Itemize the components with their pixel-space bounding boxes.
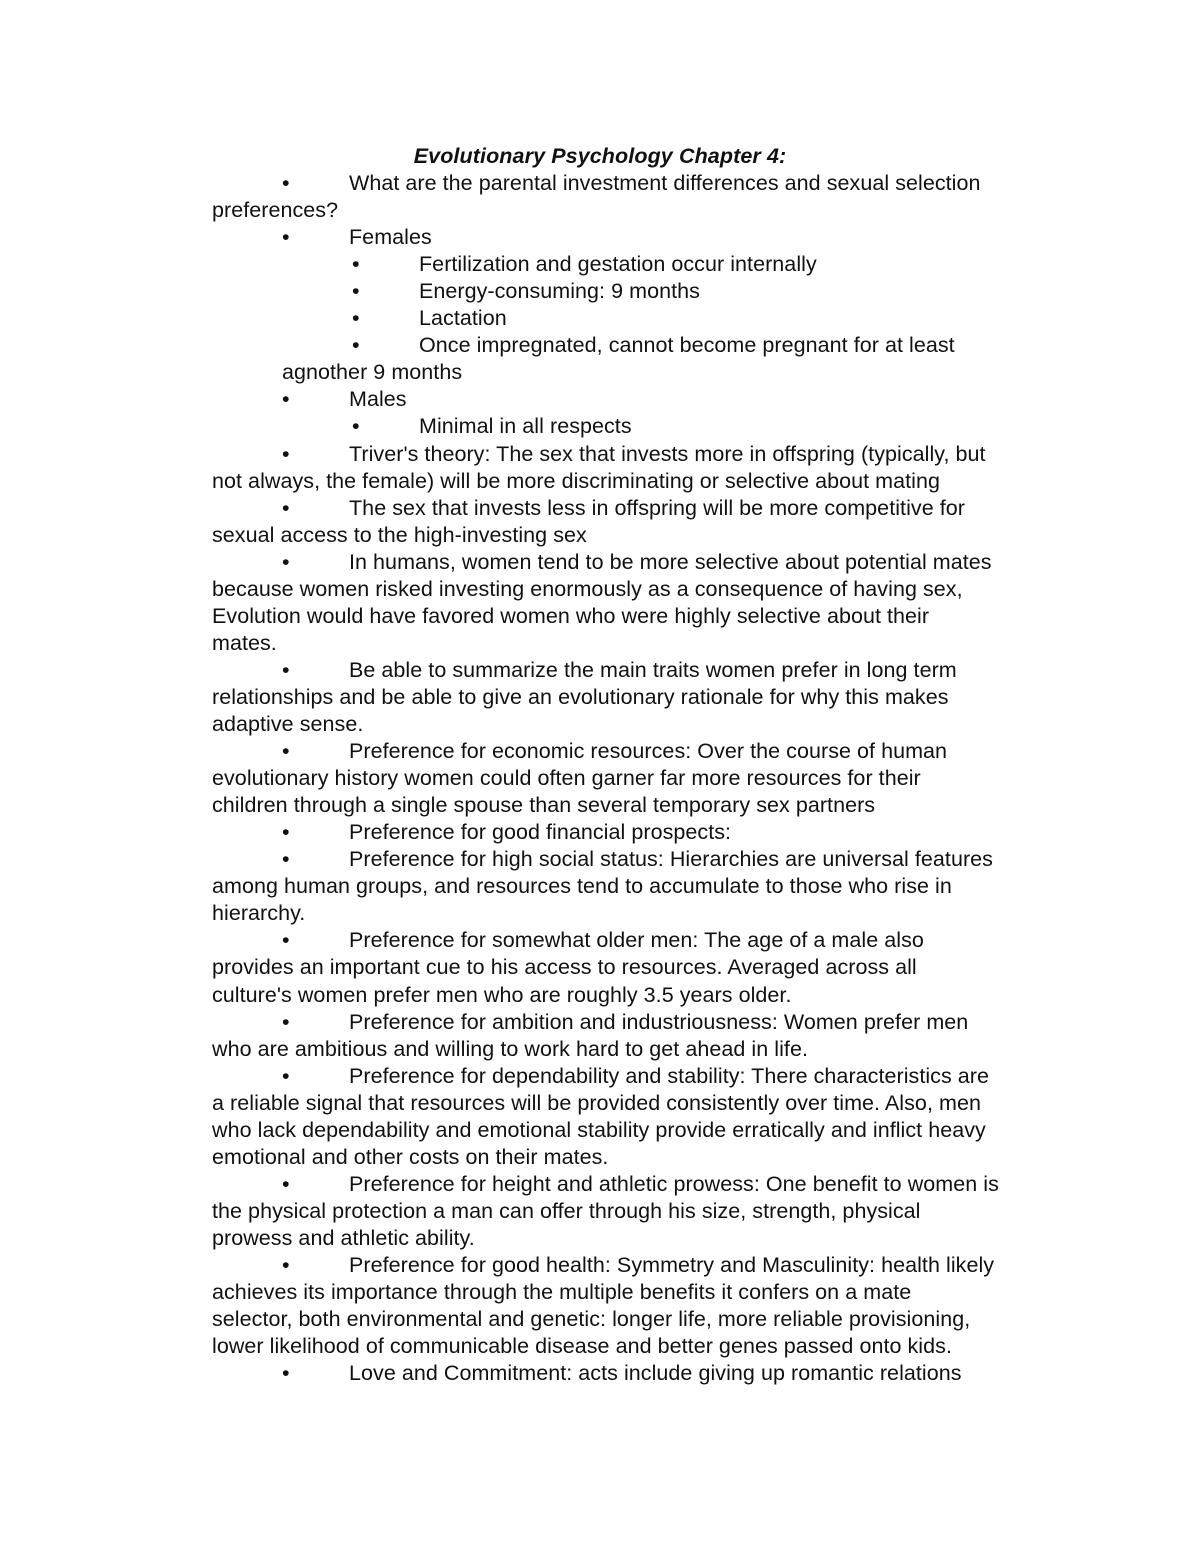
- bullet-marker: •: [282, 171, 290, 195]
- bullet-marker: •: [282, 1009, 290, 1034]
- bullet-marker: •: [352, 279, 360, 304]
- list-item-continuation: who are ambitious and willing to work hard to get ahead in life.: [212, 1036, 808, 1061]
- list-item-text: Minimal in all respects: [419, 414, 632, 439]
- list-item-text: Preference for economic resources: Over the course of human: [349, 739, 948, 764]
- document-title: Evolutionary Psychology Chapter 4:: [413, 144, 787, 168]
- list-item-text: In humans, women tend to be more selective about potential mates: [349, 549, 992, 574]
- list-item-continuation: provides an important cue to his access to resources. Averaged across all: [212, 955, 917, 980]
- list-item-continuation: agnother 9 months: [282, 360, 463, 385]
- list-item-continuation: because women risked investing enormously as a consequence of having sex,: [212, 576, 963, 601]
- list-item-text: Preference for dependability and stability: There characteristics are: [349, 1063, 990, 1088]
- list-item-text: Males: [349, 387, 407, 412]
- bullet-marker: •: [352, 306, 360, 331]
- list-item-text: Preference for height and athletic prowess: One benefit to women is: [349, 1171, 999, 1196]
- bullet-marker: •: [352, 414, 360, 439]
- list-item-continuation: evolutionary history women could often garner far more resources for their: [212, 766, 921, 791]
- list-item-continuation: mates.: [212, 630, 277, 655]
- list-item-text: Preference for high social status: Hierarchies are universal features: [349, 847, 993, 872]
- bullet-marker: •: [282, 928, 290, 953]
- list-item-continuation: culture's women prefer men who are roughly 3.5 years older.: [212, 982, 792, 1007]
- list-item-text: Be able to summarize the main traits women prefer in long term: [349, 657, 957, 682]
- bullet-marker: •: [282, 387, 290, 412]
- bullet-marker: •: [282, 441, 290, 466]
- list-item-continuation: among human groups, and resources tend to accumulate to those who rise in: [212, 874, 952, 899]
- list-item-text: Preference for good financial prospects:: [349, 820, 732, 845]
- list-item-continuation: adaptive sense.: [212, 712, 364, 736]
- list-item-continuation: Evolution would have favored women who were highly selective about their: [212, 603, 930, 628]
- list-item-text: What are the parental investment differences and sexual selection: [349, 171, 981, 195]
- bullet-marker: •: [282, 739, 290, 764]
- bullet-marker: •: [352, 252, 360, 277]
- list-item-continuation: preferences?: [212, 198, 339, 223]
- list-item-text: Preference for somewhat older men: The age of a male also: [349, 928, 924, 953]
- bullet-marker: •: [282, 847, 290, 872]
- list-item-text: The sex that invests less in offspring will be more competitive for: [349, 495, 965, 520]
- list-item-text: Females: [349, 225, 432, 250]
- bullet-marker: •: [282, 1361, 290, 1386]
- bullet-marker: •: [282, 657, 290, 682]
- list-item-continuation: who lack dependability and emotional stability provide erratically and inflict heavy: [212, 1117, 986, 1142]
- list-item-text: Triver's theory: The sex that invests more in offspring (typically, but: [349, 441, 986, 466]
- list-item-continuation: the physical protection a man can offer through his size, strength, physical: [212, 1198, 921, 1223]
- list-item-continuation: emotional and other costs on their mates.: [212, 1144, 609, 1169]
- list-item-text: Love and Commitment: acts include giving up romantic relations: [349, 1361, 962, 1386]
- bullet-marker: •: [282, 1253, 290, 1277]
- bullet-marker: •: [282, 1063, 290, 1088]
- list-item-continuation: achieves its importance through the multiple benefits it confers on a mate: [212, 1280, 912, 1305]
- list-item-continuation: relationships and be able to give an evolutionary rationale for why this makes: [212, 684, 949, 709]
- list-item-continuation: lower likelihood of communicable disease and better genes passed onto kids.: [212, 1334, 952, 1359]
- bullet-marker: •: [282, 225, 290, 250]
- bullet-marker: •: [282, 549, 290, 574]
- bullet-marker: •: [352, 333, 360, 358]
- bullet-marker: •: [282, 820, 290, 845]
- bullet-marker: •: [282, 495, 290, 520]
- list-item-text: Preference for good health: Symmetry and Masculinity: health likely: [349, 1253, 995, 1277]
- list-item-continuation: a reliable signal that resources will be provided consistently over time. Also, men: [212, 1090, 981, 1115]
- list-item-continuation: prowess and athletic ability.: [212, 1225, 475, 1250]
- list-item-text: Once impregnated, cannot become pregnant for at least: [419, 333, 955, 358]
- list-item-text: Fertilization and gestation occur internally: [419, 252, 817, 277]
- list-item-continuation: selector, both environmental and genetic: longer life, more reliable provisioning,: [212, 1307, 971, 1332]
- bullet-marker: •: [282, 1171, 290, 1196]
- list-item-continuation: children through a single spouse than several temporary sex partners: [212, 793, 876, 818]
- list-item-continuation: hierarchy.: [212, 901, 306, 926]
- list-item-text: Lactation: [419, 306, 507, 331]
- list-item-text: Preference for ambition and industriousness: Women prefer men: [349, 1009, 969, 1034]
- list-item-continuation: not always, the female) will be more discriminating or selective about mating: [212, 468, 941, 493]
- list-item-text: Energy-consuming: 9 months: [419, 279, 700, 304]
- list-item-continuation: sexual access to the high-investing sex: [212, 522, 587, 547]
